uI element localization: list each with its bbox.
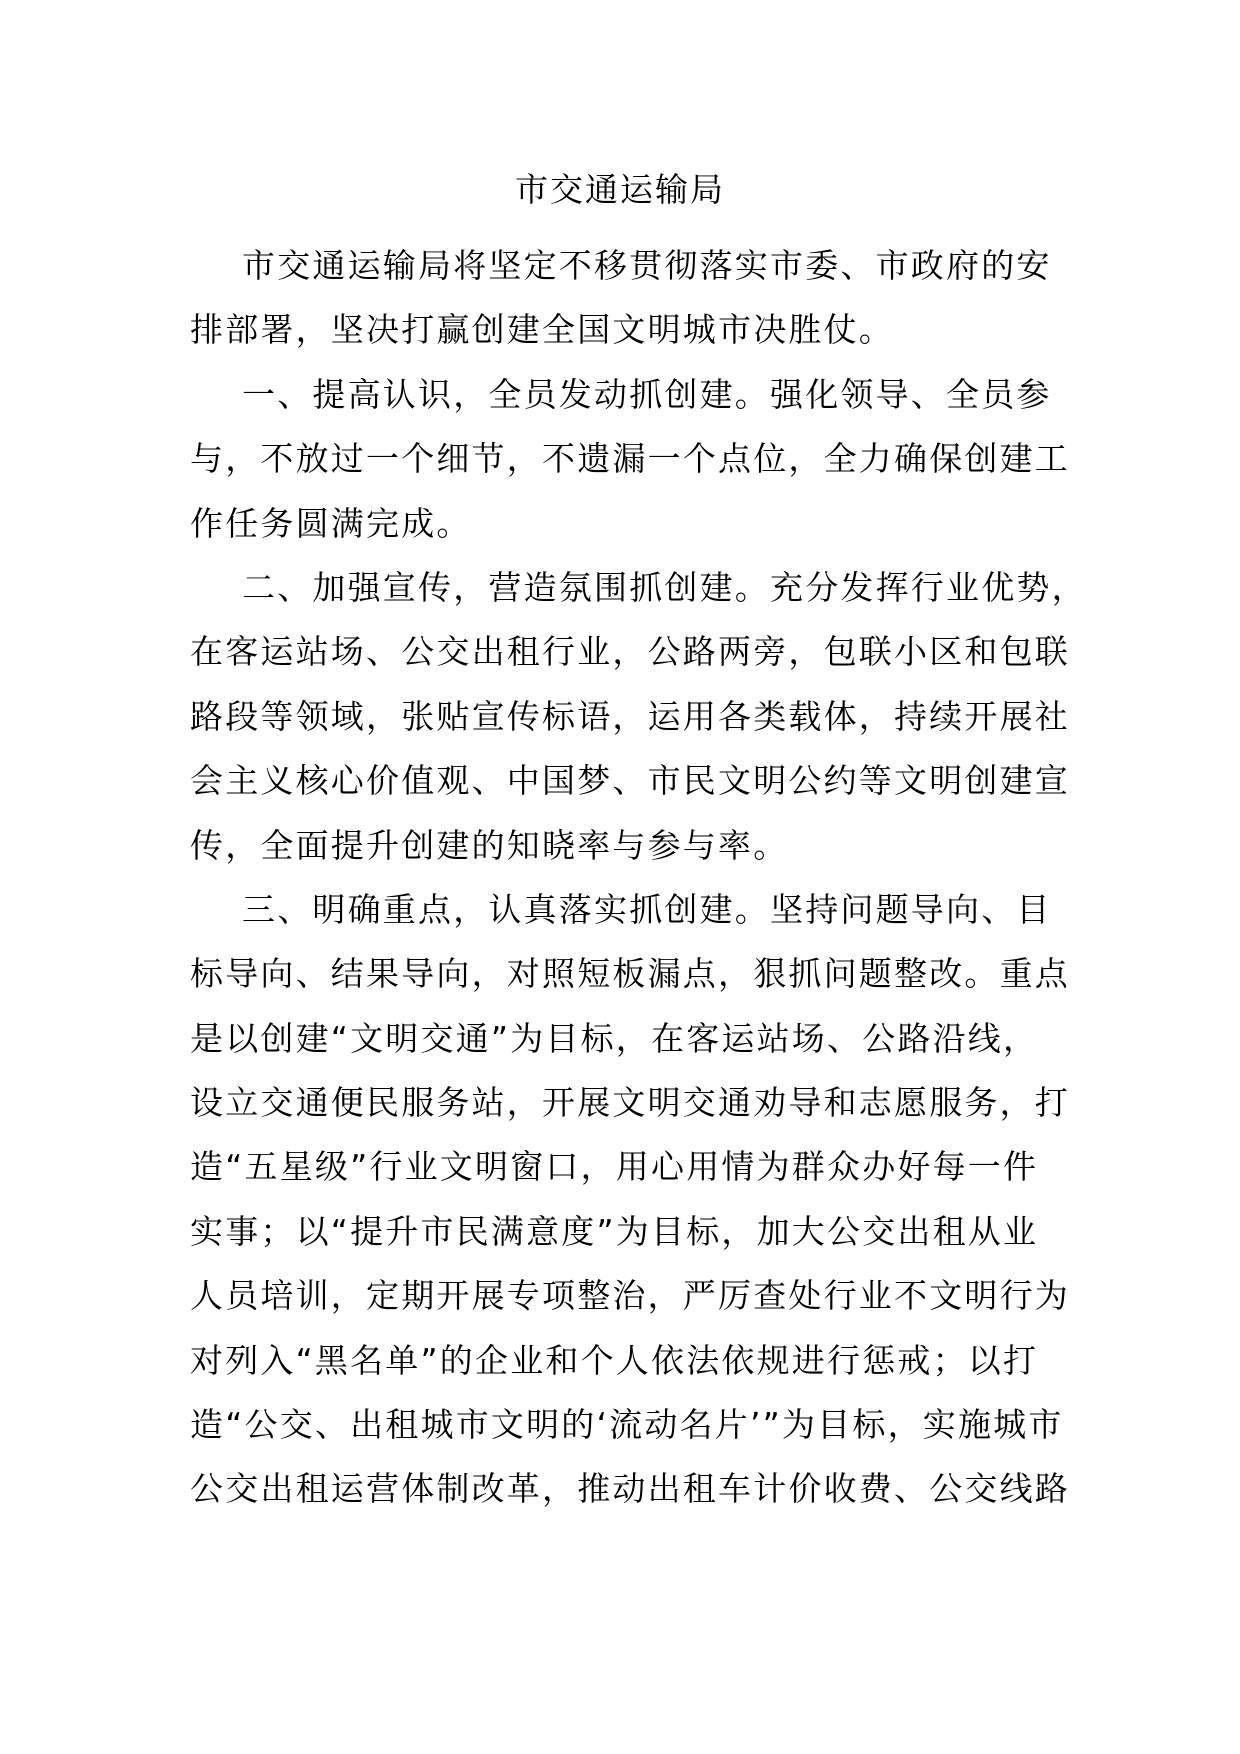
- paragraph-line: 标导向、结果导向，对照短板漏点，狠抓问题整改。重点: [190, 954, 1070, 994]
- paragraph-line: 二、加强宣传，营造氛围抓创建。充分发挥行业优势，: [242, 567, 1087, 607]
- paragraph-line: 与，不放过一个细节，不遗漏一个点位，全力确保创建工: [190, 439, 1070, 479]
- paragraph-line: 公交出租运营体制改革，推动出租车计价收费、公交线路: [190, 1469, 1070, 1509]
- page-title: 市交通运输局: [515, 170, 725, 209]
- paragraph-line: 三、明确重点，认真落实抓创建。坚持问题导向、目: [242, 889, 1052, 929]
- paragraph-line: 作任务圆满完成。: [190, 503, 472, 543]
- paragraph-line: 传，全面提升创建的知晓率与参与率。: [190, 825, 789, 865]
- paragraph-line: 是以创建“文明交通”为目标，在客运站场、公路沿线，: [190, 1018, 1039, 1058]
- paragraph-line: 人员培训，定期开展专项整治，严厉查处行业不文明行为: [190, 1276, 1070, 1316]
- paragraph-line: 路段等领域，张贴宣传标语，运用各类载体，持续开展社: [190, 696, 1070, 736]
- paragraph-line: 一、提高认识，全员发动抓创建。强化领导、全员参: [242, 374, 1052, 414]
- paragraph-line: 实事；以“提升市民满意度”为目标，加大公交出租从业: [190, 1211, 1039, 1251]
- document-body: [190, 234, 1090, 1522]
- paragraph-line: 对列入“黑名单”的企业和个人依法依规进行惩戒；以打: [190, 1340, 1039, 1380]
- paragraph-line: 在客运站场、公交出租行业，公路两旁，包联小区和包联: [190, 632, 1070, 672]
- paragraph-line: 会主义核心价值观、中国梦、市民文明公约等文明创建宣: [190, 761, 1070, 801]
- paragraph-line: 排部署，坚决打赢创建全国文明城市决胜仗。: [190, 310, 894, 350]
- paragraph-line: 造“公交、出租城市文明的‘流动名片’”为目标，实施城市: [190, 1405, 1064, 1445]
- paragraph-line: 设立交通便民服务站，开展文明交通劝导和志愿服务，打: [190, 1083, 1070, 1123]
- paragraph-line: 造“五星级”行业文明窗口，用心用情为群众办好每一件: [190, 1147, 1039, 1187]
- paragraph-line: 市交通运输局将坚定不移贯彻落实市委、市政府的安: [242, 246, 1052, 285]
